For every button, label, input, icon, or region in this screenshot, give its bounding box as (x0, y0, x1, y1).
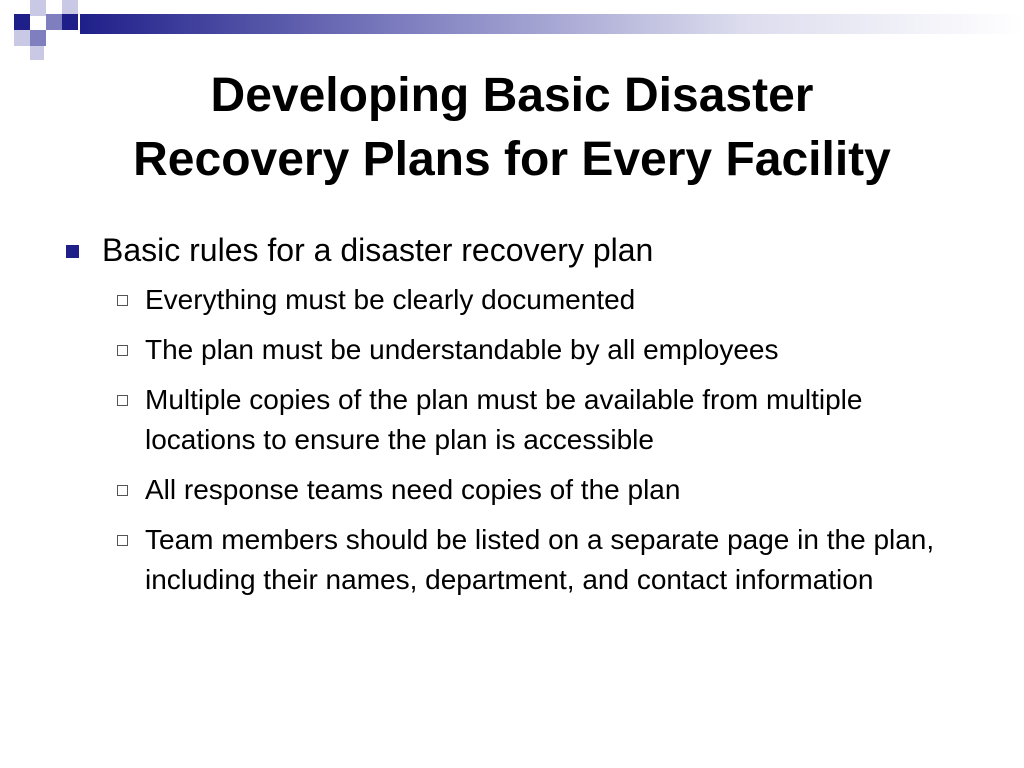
square-bullet-icon (66, 245, 79, 258)
sub-bullet-text: Team members should be listed on a separate page in the plan, including their names, department, and contact information (145, 524, 935, 595)
hollow-square-bullet-icon (117, 535, 128, 546)
sub-bullet-item (115, 330, 945, 370)
sub-bullet-text: Everything must be clearly documented (145, 284, 636, 315)
deco-square (30, 0, 46, 16)
sub-bullet-item (115, 520, 945, 600)
deco-square (14, 30, 30, 46)
sub-bullet-item (115, 380, 945, 460)
hollow-square-bullet-icon (117, 485, 128, 496)
bullet-text: Basic rules for a disaster recovery plan (102, 232, 654, 268)
sub-bullet-item (115, 470, 945, 510)
sub-bullet-list (62, 280, 962, 600)
hollow-square-bullet-icon (117, 345, 128, 356)
slide-title-line-1: Developing Basic Disaster (210, 69, 814, 122)
slide-title-line-2: Recovery Plans for Every Facility (133, 133, 891, 186)
hollow-square-bullet-icon (117, 295, 128, 306)
deco-square (30, 30, 46, 46)
bullet-list (62, 228, 962, 610)
slide-title (20, 64, 1004, 192)
header-gradient-band (80, 14, 1024, 34)
deco-square (30, 46, 44, 60)
sub-bullet-text: Multiple copies of the plan must be available from multiple locations to ensure the plan is accessible (145, 384, 863, 455)
sub-bullet-item (115, 280, 945, 320)
hollow-square-bullet-icon (117, 395, 128, 406)
deco-square (14, 14, 30, 30)
sub-bullet-text: The plan must be understandable by all employees (145, 334, 779, 365)
sub-bullet-text: All response teams need copies of the plan (145, 474, 681, 505)
deco-square (46, 14, 62, 30)
deco-square (62, 14, 78, 30)
bullet-item (62, 228, 962, 272)
